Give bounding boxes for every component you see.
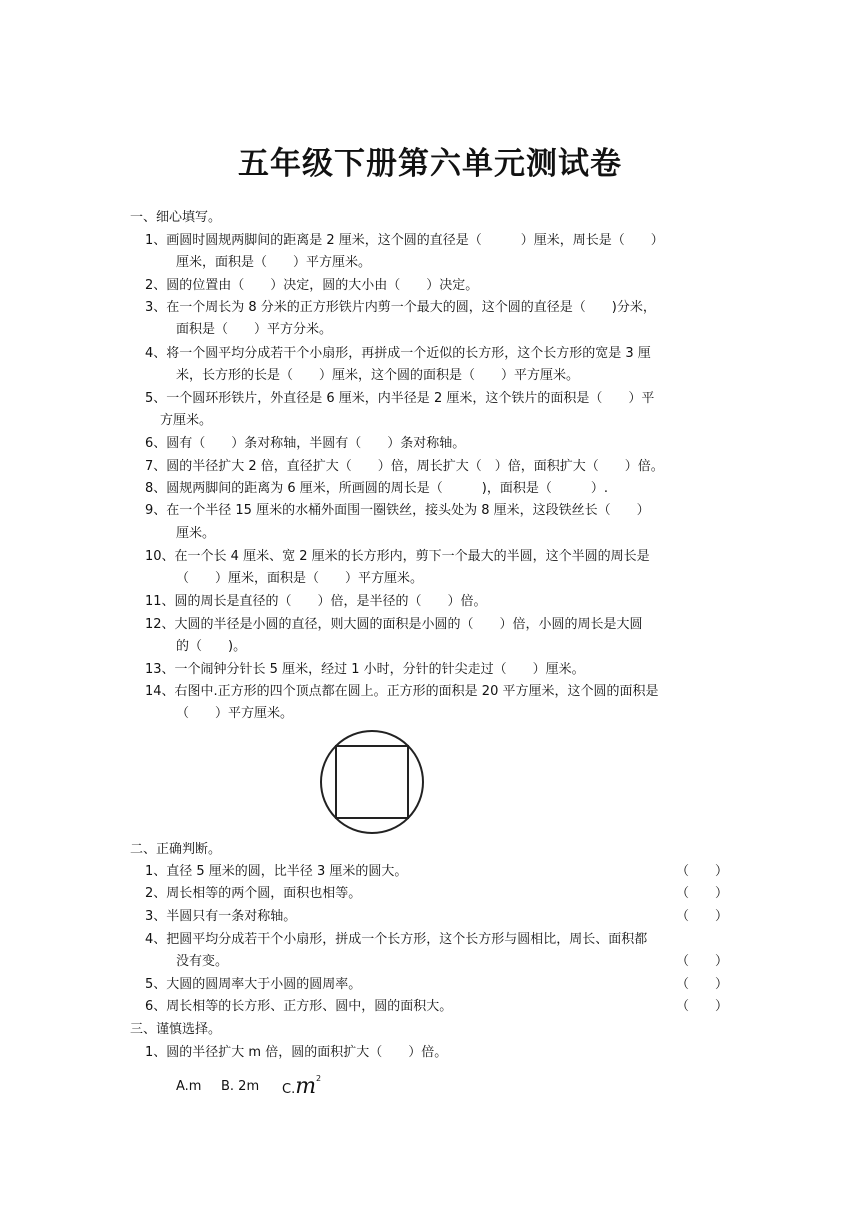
judge-3: 3、半圆只有一条对称轴。	[145, 909, 297, 924]
section-2-heading: 二、正确判断。	[130, 842, 222, 857]
question-1-10-line2: （ ）厘米，面积是（ ）平方厘米。	[176, 571, 424, 586]
option-c-label: C.	[282, 1082, 296, 1097]
question-1-9-line2: 厘米。	[176, 526, 216, 541]
question-1-5-line1: 5、一个圆环形铁片，外直径是 6 厘米，内半径是 2 厘米，这个铁片的面积是（ ）平	[145, 391, 655, 406]
choice-1-option-c	[282, 1074, 322, 1099]
question-1-4-line1: 4、将一个圆平均分成若干个小扇形，再拼成一个近似的长方形，这个长方形的宽是 3 厘	[145, 346, 651, 361]
question-1-1-line1: 1、画圆时圆规两脚间的距离是 2 厘米，这个圆的直径是（ ）厘米，周长是（ ）	[145, 233, 664, 248]
question-1-13: 13、一个闹钟分针长 5 厘米，经过 1 小时，分针的针尖走过（ ）厘米。	[145, 662, 585, 677]
question-1-6: 6、圆有（ ）条对称轴，半圆有（ ）条对称轴。	[145, 436, 466, 451]
choice-1-option-a: A.m	[176, 1079, 202, 1094]
judge-4-line2: 没有变。	[176, 954, 229, 969]
option-c-exponent: 2	[316, 1074, 322, 1083]
judge-4-line1: 4、把圆平均分成若干个小扇形，拼成一个长方形，这个长方形与圆相比，周长、面积都	[145, 932, 648, 947]
question-1-2: 2、圆的位置由（ ）决定，圆的大小由（ ）决定。	[145, 278, 479, 293]
judge-2: 2、周长相等的两个圆，面积也相等。	[145, 886, 362, 901]
question-1-10-line1: 10、在一个长 4 厘米、宽 2 厘米的长方形内，剪下一个最大的半圆，这个半圆的周长是	[145, 549, 650, 564]
judge-2-answer-blank: （ ）	[676, 886, 729, 901]
circle-square-figure	[318, 728, 426, 836]
judge-4-answer-blank: （ ）	[676, 954, 729, 969]
judge-1-answer-blank: （ ）	[676, 864, 729, 879]
choice-1-option-b: B. 2m	[221, 1079, 260, 1094]
question-1-14-line2: （ ）平方厘米。	[176, 706, 294, 721]
question-1-12-line2: 的（ )。	[176, 639, 247, 654]
section-3-heading: 三、谨慎选择。	[130, 1022, 222, 1037]
section-1-heading: 一、细心填写。	[130, 210, 222, 225]
question-1-3-line1: 3、在一个周长为 8 分米的正方形铁片内剪一个最大的圆，这个圆的直径是（ )分米，	[145, 300, 656, 315]
question-1-9-line1: 9、在一个半径 15 厘米的水桶外面围一圈铁丝，接头处为 8 厘米，这段铁丝长（ ）	[145, 503, 650, 518]
judge-5-answer-blank: （ ）	[676, 977, 729, 992]
judge-6-answer-blank: （ ）	[676, 999, 729, 1014]
option-c-variable: m	[295, 1074, 317, 1099]
question-1-4-line2: 米，长方形的长是（ ）厘米，这个圆的面积是（ ）平方厘米。	[176, 368, 580, 383]
question-1-8: 8、圆规两脚间的距离为 6 厘米，所画圆的周长是（ )，面积是（ ）.	[145, 481, 609, 496]
choice-1: 1、圆的半径扩大 m 倍，圆的面积扩大（ ）倍。	[145, 1045, 448, 1060]
judge-3-answer-blank: （ ）	[676, 909, 729, 924]
question-1-14-line1: 14、右图中.正方形的四个顶点都在圆上。正方形的面积是 20 平方厘米，这个圆的面积是	[145, 684, 659, 699]
question-1-3-line2: 面积是（ ）平方分米。	[176, 322, 333, 337]
question-1-1-line2: 厘米，面积是（ ）平方厘米。	[176, 255, 372, 270]
judge-6: 6、周长相等的长方形、正方形、圆中，圆的面积大。	[145, 999, 453, 1014]
page-title: 五年级下册第六单元测试卷	[238, 146, 622, 182]
question-1-5-line2: 方厘米。	[160, 413, 213, 428]
question-1-12-line1: 12、大圆的半径是小圆的直径，则大圆的面积是小圆的（ ）倍，小圆的周长是大圆	[145, 617, 643, 632]
question-1-7: 7、圆的半径扩大 2 倍，直径扩大（ ）倍，周长扩大（ ）倍，面积扩大（ ）倍。	[145, 459, 664, 474]
question-1-11: 11、圆的周长是直径的（ ）倍，是半径的（ ）倍。	[145, 594, 487, 609]
judge-5: 5、大圆的圆周率大于小圆的圆周率。	[145, 977, 362, 992]
judge-1: 1、直径 5 厘米的圆，比半径 3 厘米的圆大。	[145, 864, 408, 879]
